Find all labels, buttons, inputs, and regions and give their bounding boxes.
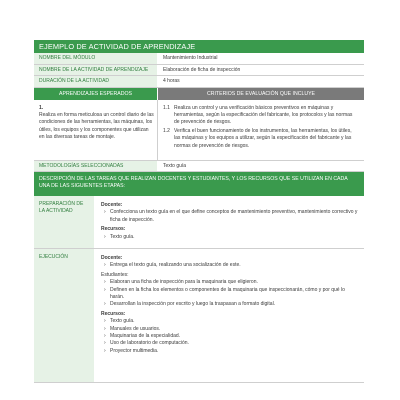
activity-name-label: NOMBRE DE LA ACTIVIDAD DE APRENDIZAJE — [34, 65, 158, 76]
methodology-value: Texto guía — [163, 162, 187, 169]
criterion-item — [163, 128, 359, 150]
list-item: › Proyector multimedia. — [104, 347, 159, 354]
module-name-label: NOMBRE DEL MÓDULO — [34, 53, 158, 64]
recursos-title: Recursos: — [101, 310, 126, 317]
learning-cell — [34, 100, 158, 160]
preparation-row — [34, 196, 364, 249]
list-item: › Maquinarias de la especialidad. — [104, 333, 181, 340]
list-item: › Elaboran una ficha de inspección para la maquinaria que eligieron. — [104, 279, 258, 286]
estudiantes-title: Estudiantes: — [101, 271, 129, 278]
module-name-value: Mantenimiento Industrial — [163, 55, 218, 61]
list-item: › Desarrollan la inspección por escrito y luego la traspasan a formato digital. — [104, 301, 276, 308]
bullet-icon: › — [104, 325, 106, 332]
criterion-number: 1.2 — [163, 127, 170, 134]
learning-number: 1. — [39, 104, 44, 111]
document-title: EJEMPLO DE ACTIVIDAD DE APRENDIZAJE — [34, 40, 364, 53]
criterion-text: Realiza un control y una verificación básicos preventivos en máquinas y herramientas, según la especificación del fabricante, los protocolos y las normas de prevención de riesgos. — [174, 104, 353, 126]
list-item: › Texto guía. — [104, 233, 135, 240]
bullet-icon: › — [104, 279, 106, 286]
list-item: › Definen en la ficha los elementos o componentes de la maquinaria que inspeccionarán, cómo y por qué lo harán. — [104, 286, 345, 301]
activity-name-value: Elaboración de ficha de inspección — [163, 66, 241, 73]
preparation-label: PREPARACIÓN DE LA ACTIVIDAD — [34, 196, 94, 248]
criterion-text: Verifica el buen funcionamiento de los instrumentos, las herramientas, los útiles, las máquinas y los equipos a utilizar, según la especificación del fabricante y las normas de prevención de riesgos. — [174, 127, 352, 149]
learning-text: Realiza en forma meticulosa un control diario de las condiciones de las herramientas, las máquinas, los útiles, los equipos y los componentes que utilizan en las diversas tareas de montaje. — [39, 111, 154, 141]
docente-title: Docente: — [101, 255, 123, 261]
execution-row — [34, 249, 364, 383]
recursos-title: Recursos: — [101, 226, 126, 233]
criteria-cell — [158, 100, 364, 160]
criterion-item — [163, 105, 359, 127]
learning-header: APRENDIZAJES ESPERADOS — [34, 88, 158, 100]
criteria-header — [34, 88, 364, 100]
criteria-header-right: CRITERIOS DE EVALUACIÓN QUE INCLUYE — [158, 88, 364, 100]
bullet-icon: › — [104, 318, 106, 325]
activity-name-row — [34, 65, 364, 77]
preparation-content — [94, 196, 364, 248]
duration-value: 4 horas — [163, 78, 180, 84]
bullet-icon: › — [104, 286, 106, 293]
recursos-list — [101, 318, 359, 355]
recursos-list — [101, 234, 359, 241]
bullet-icon: › — [104, 301, 106, 308]
methodology-label: METODOLOGÍAS SELECCIONADAS — [34, 161, 158, 172]
bullet-icon: › — [104, 347, 106, 354]
bullet-icon: › — [104, 209, 106, 216]
execution-content — [94, 249, 364, 382]
bullet-icon: › — [104, 233, 106, 240]
list-item: › Texto guía. — [104, 318, 135, 325]
bullet-icon: › — [104, 340, 106, 347]
bullet-icon: › — [104, 262, 106, 269]
docente-title: Docente: — [101, 202, 123, 208]
estudiantes-list — [101, 279, 359, 309]
list-item: › Uso de laboratorio de computación. — [104, 340, 189, 347]
duration-label: DURACIÓN DE LA ACTIVIDAD — [34, 76, 158, 87]
list-item: › Manuales de usuarios. — [104, 325, 161, 332]
criteria-body — [34, 100, 364, 161]
module-name-row — [34, 53, 364, 65]
duration-row — [34, 76, 364, 88]
criterion-number: 1.1 — [163, 104, 170, 111]
activity-document — [34, 40, 364, 383]
execution-label: EJECUCIÓN — [34, 249, 94, 382]
list-item: › Confecciona un texto guía en el que define conceptos de mantenimiento preventivo, mantenimiento correctivo y ficha de inspección. — [104, 209, 358, 223]
docente-list — [101, 262, 359, 269]
docente-list — [101, 209, 359, 224]
bullet-icon: › — [104, 333, 106, 340]
tasks-section-header: DESCRIPCIÓN DE LAS TAREAS QUE REALIZAN DOCENTES Y ESTUDIANTES, Y LOS RECURSOS QUE SE UTILIZAN EN CADA UNA DE LAS SIGUIENTES ETAPAS: — [34, 172, 364, 196]
methodology-row — [34, 161, 364, 173]
list-item: › Entrega el texto guía, realizando una socialización de este. — [104, 262, 241, 269]
